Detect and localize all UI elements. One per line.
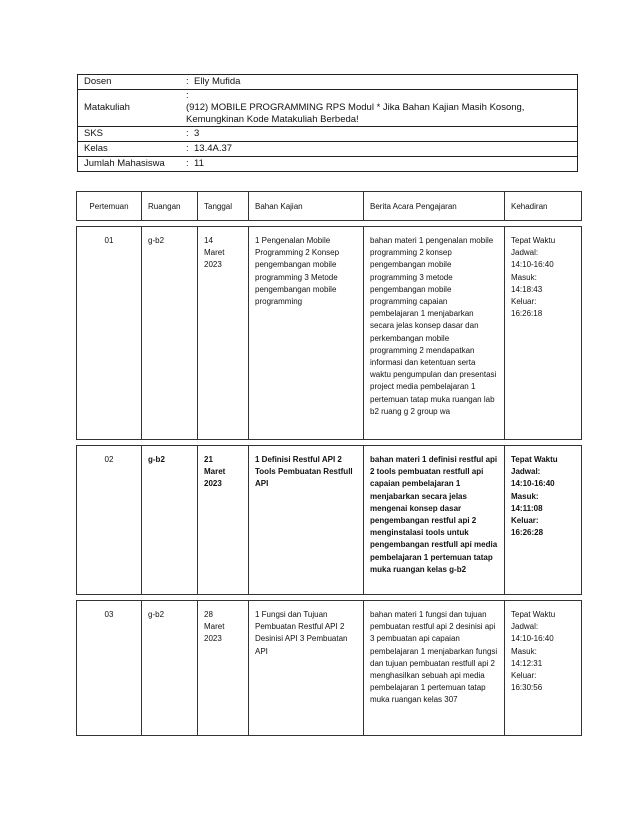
matakuliah-row xyxy=(78,90,578,127)
header-pertemuan: Pertemuan xyxy=(77,192,142,221)
header-kehadiran: Kehadiran xyxy=(505,192,582,221)
kelas-label: Kelas xyxy=(78,142,187,157)
sks-row xyxy=(78,127,578,142)
table-header-row xyxy=(77,192,582,221)
table-row xyxy=(77,227,582,440)
jumlah-mahasiswa-label: Jumlah Mahasiswa xyxy=(78,157,187,172)
jumlah-mahasiswa-value: 11 xyxy=(194,158,204,169)
table-row xyxy=(77,446,582,595)
kehadiran-text: Tepat Waktu Jadwal: 14:10-16:40 Masuk: 14:18:43 Keluar: 16:26:18 xyxy=(511,236,556,319)
cell-kehadiran xyxy=(505,601,582,736)
jumlah-mahasiswa-row xyxy=(78,157,578,172)
colon: : xyxy=(186,76,189,87)
cell-bahan-kajian: 1 Pengenalan Mobile Programming 2 Konsep pengembangan mobile programming 3 Metode pengembangan mobile programming xyxy=(249,227,364,440)
tanggal-text: 21 Maret 2023 xyxy=(204,455,226,489)
course-info-table xyxy=(77,74,578,172)
cell-kehadiran xyxy=(505,446,582,595)
header-tanggal: Tanggal xyxy=(198,192,249,221)
cell-berita-acara: bahan materi 1 pengenalan mobile programming 2 konsep pengembangan mobile programming 3 metode pengembangan mobile programming capaian pembelajaran 1 menjabarkan secara jelas konsep dasar dan perkembangan mobile programming 2 mendapatkan informasi dan ketentuan serta waktu pengumpulan dan presentasi project media pembelajaran 1 pertemuan tatap muka ruangan lab b2 ruang g 2 group wa xyxy=(364,227,505,440)
matakuliah-label: Matakuliah xyxy=(78,90,187,127)
cell-berita-acara: bahan materi 1 definisi restful api 2 tools pembuatan restfull api capaian pembelajaran 1 menjabarkan secara jelas mengenai konsep dasar pengembangan restful api 2 menginstalasi tools untuk pengembangan restfull api media pembelajaran 1 pertemuan tatap muka ruangan kelas g-b2 xyxy=(364,446,505,595)
kelas-row xyxy=(78,142,578,157)
sks-value: 3 xyxy=(194,128,200,139)
kehadiran-text: Tepat Waktu Jadwal: 14:10-16:40 Masuk: 14:11:08 Keluar: 16:26:28 xyxy=(511,455,558,538)
cell-ruangan: g-b2 xyxy=(142,227,198,440)
colon: : xyxy=(186,158,189,169)
cell-kehadiran xyxy=(505,227,582,440)
header-ruangan: Ruangan xyxy=(142,192,198,221)
kehadiran-text: Tepat Waktu Jadwal: 14:10-16:40 Masuk: 14:12:31 Keluar: 16:30:56 xyxy=(511,610,556,693)
colon: : xyxy=(186,90,189,101)
cell-pertemuan: 03 xyxy=(77,601,142,736)
sks-label: SKS xyxy=(78,127,187,142)
colon: : xyxy=(186,128,189,139)
tanggal-text: 14 Maret 2023 xyxy=(204,236,225,270)
cell-tanggal xyxy=(198,601,249,736)
cell-pertemuan: 01 xyxy=(77,227,142,440)
cell-bahan-kajian: 1 Definisi Restful API 2 Tools Pembuatan Restfull API xyxy=(249,446,364,595)
header-bahan-kajian: Bahan Kajian xyxy=(249,192,364,221)
kelas-value: 13.4A.37 xyxy=(194,143,233,154)
matakuliah-value: (912) MOBILE PROGRAMMING RPS Modul * Jika Bahan Kajian Masih Kosong, Kemungkinan Kode Matakuliah Berbeda! xyxy=(186,102,525,125)
cell-bahan-kajian: 1 Fungsi dan Tujuan Pembuatan Restful API 2 Desinisi API 3 Pembuatan API xyxy=(249,601,364,736)
dosen-row xyxy=(78,75,578,90)
tanggal-text: 28 Maret 2023 xyxy=(204,610,225,644)
cell-tanggal xyxy=(198,227,249,440)
cell-ruangan: g-b2 xyxy=(142,446,198,595)
header-berita-acara: Berita Acara Pengajaran xyxy=(364,192,505,221)
table-row xyxy=(77,601,582,736)
attendance-table xyxy=(76,191,582,736)
cell-ruangan: g-b2 xyxy=(142,601,198,736)
cell-tanggal xyxy=(198,446,249,595)
colon: : xyxy=(186,143,189,154)
dosen-value: Elly Mufida xyxy=(194,76,241,87)
cell-pertemuan: 02 xyxy=(77,446,142,595)
dosen-label: Dosen xyxy=(78,75,187,90)
cell-berita-acara: bahan materi 1 fungsi dan tujuan pembuatan restful api 2 desinisi api 3 pembuatan api capaian pembelajaran 1 menjabarkan fungsi dan tujuan pembuatan restfull api 2 menghasilkan sebuah api media pembelajaran 1 pertemuan tatap muka ruangan kelas 307 xyxy=(364,601,505,736)
